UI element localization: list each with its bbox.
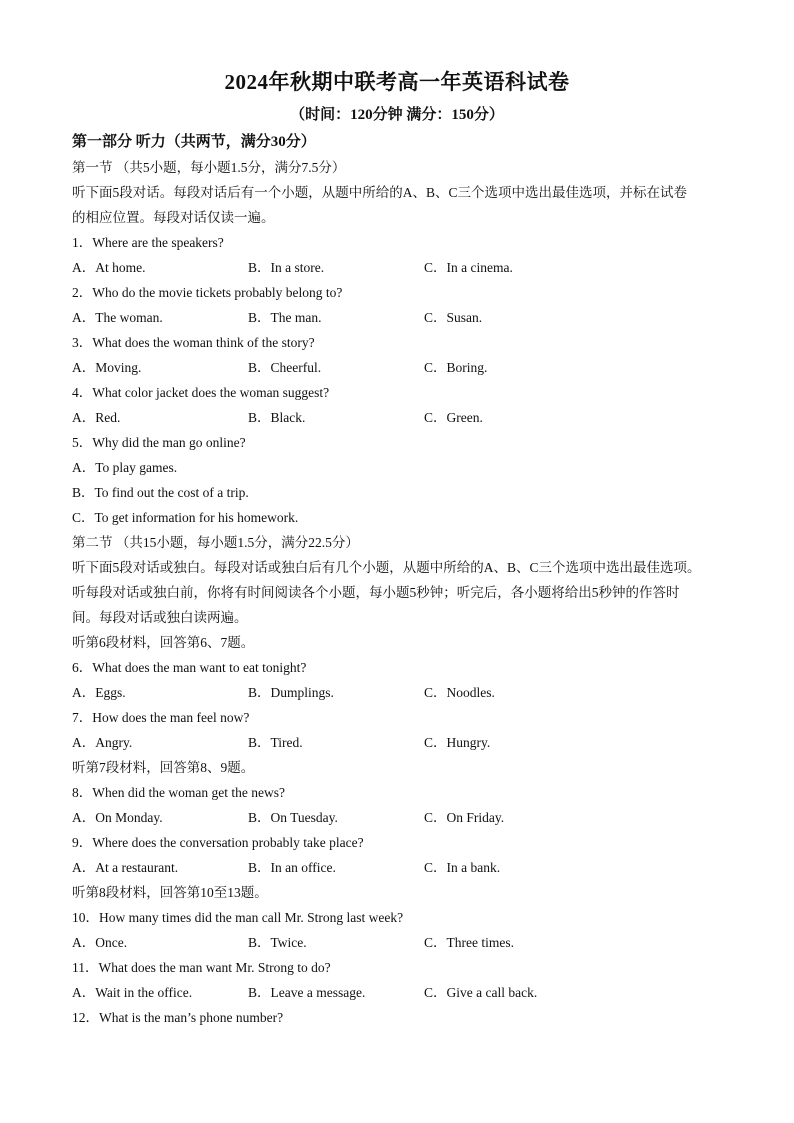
question-text: 9．Where does the conversation probably take place? bbox=[72, 835, 364, 850]
options-row bbox=[72, 855, 728, 880]
option-b: B．In an office. bbox=[248, 860, 336, 875]
option-b: B．Cheerful. bbox=[248, 360, 322, 375]
section2-instruction-line: 间。每段对话或独白读两遍。 bbox=[72, 610, 248, 625]
option-a: A．Wait in the office. bbox=[72, 985, 193, 1000]
section2-instruction-line: 听下面5段对话或独白。每段对话或独白后有几个小题，从题中所给的A、B、C三个选项中选出最佳选项。 bbox=[72, 560, 701, 575]
option-c: C．Hungry. bbox=[424, 735, 491, 750]
section1-instruction-line: 的相应位置。每段对话仅读一遍。 bbox=[72, 210, 275, 225]
option-b: B．To find out the cost of a trip. bbox=[72, 485, 249, 500]
option-a: A．To play games. bbox=[72, 460, 178, 475]
question-text: 3．What does the woman think of the story? bbox=[72, 335, 315, 350]
option-a: A．Once. bbox=[72, 935, 128, 950]
options-row bbox=[72, 730, 728, 755]
option-a: A．Eggs. bbox=[72, 685, 126, 700]
options-row bbox=[72, 805, 728, 830]
option-b: B．Dumplings. bbox=[248, 685, 334, 700]
option-a: A．Angry. bbox=[72, 735, 133, 750]
section1-heading: 第一节 （共5小题，每小题1.5分，满分7.5分） bbox=[72, 160, 346, 175]
option-c: C．Three times. bbox=[424, 935, 514, 950]
question-text: 2．Who do the movie tickets probably belong to? bbox=[72, 285, 343, 300]
question-text: 8．When did the woman get the news? bbox=[72, 785, 285, 800]
option-c: C．Noodles. bbox=[424, 685, 495, 700]
option-b: B．On Tuesday. bbox=[248, 810, 338, 825]
option-b: B．In a store. bbox=[248, 260, 325, 275]
option-c: C．Boring. bbox=[424, 360, 488, 375]
option-b: B．The man. bbox=[248, 310, 322, 325]
options-row bbox=[72, 980, 728, 1005]
option-c: C．Give a call back. bbox=[424, 985, 538, 1000]
question-text: 10．How many times did the man call Mr. Strong last week? bbox=[72, 910, 404, 925]
section1-instruction-line: 听下面5段对话。每段对话后有一个小题，从题中所给的A、B、C三个选项中选出最佳选项，并标在试卷 bbox=[72, 185, 688, 200]
options-row bbox=[72, 255, 728, 280]
section2-instruction-line: 听每段对话或独白前，你将有时间阅读各个小题，每小题5秒钟；听完后，各小题将给出5秒钟的作答时 bbox=[72, 585, 680, 600]
material-note: 听第7段材料，回答第8、9题。 bbox=[72, 760, 255, 775]
option-c: C．In a cinema. bbox=[424, 260, 513, 275]
option-a: A．At a restaurant. bbox=[72, 860, 179, 875]
options-row bbox=[72, 305, 728, 330]
part1-heading: 第一部分 听力（共两节，满分30分） bbox=[72, 134, 316, 150]
section2-heading: 第二节 （共15小题，每小题1.5分，满分22.5分） bbox=[72, 535, 359, 550]
exam-body bbox=[72, 130, 728, 1030]
option-b: B．Tired. bbox=[248, 735, 303, 750]
option-a: A．At home. bbox=[72, 260, 146, 275]
options-row bbox=[72, 355, 728, 380]
option-b: B．Leave a message. bbox=[248, 985, 366, 1000]
options-row bbox=[72, 680, 728, 705]
question-text: 5．Why did the man go online? bbox=[72, 435, 246, 450]
material-note: 听第8段材料，回答第10至13题。 bbox=[72, 885, 268, 900]
options-row bbox=[72, 930, 728, 955]
option-a: A．Red. bbox=[72, 410, 121, 425]
option-c: C．On Friday. bbox=[424, 810, 505, 825]
option-b: B．Twice. bbox=[248, 935, 307, 950]
question-text: 6．What does the man want to eat tonight? bbox=[72, 660, 307, 675]
option-a: A．The woman. bbox=[72, 310, 163, 325]
option-a: A．On Monday. bbox=[72, 810, 163, 825]
material-note: 听第6段材料，回答第6、7题。 bbox=[72, 635, 255, 650]
option-c: C．Susan. bbox=[424, 310, 483, 325]
options-row bbox=[72, 405, 728, 430]
question-text: 4．What color jacket does the woman suggest? bbox=[72, 385, 330, 400]
exam-subtitle: （时间：120分钟 满分：150分） bbox=[290, 107, 504, 123]
option-c: C．Green. bbox=[424, 410, 483, 425]
option-c: C．To get information for his homework. bbox=[72, 510, 299, 525]
question-text: 7．How does the man feel now? bbox=[72, 710, 250, 725]
option-c: C．In a bank. bbox=[424, 860, 501, 875]
exam-title: 2024年秋期中联考高一年英语科试卷 bbox=[224, 70, 570, 94]
option-b: B．Black. bbox=[248, 410, 306, 425]
question-text: 11．What does the man want Mr. Strong to do? bbox=[72, 960, 331, 975]
option-a: A．Moving. bbox=[72, 360, 142, 375]
question-text: 12．What is the man’s phone number? bbox=[72, 1010, 284, 1025]
question-text: 1．Where are the speakers? bbox=[72, 235, 224, 250]
